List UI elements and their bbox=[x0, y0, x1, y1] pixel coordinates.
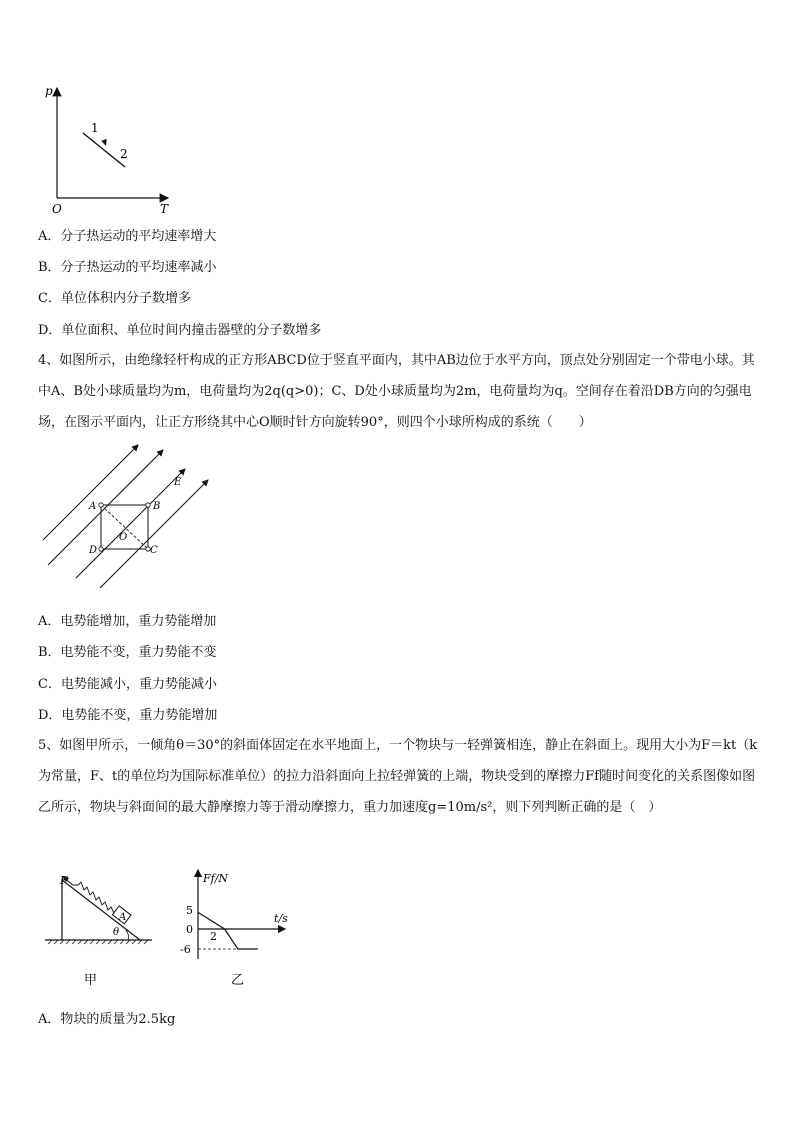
block-label: A bbox=[119, 912, 127, 923]
ball-d bbox=[99, 547, 103, 551]
spring bbox=[73, 882, 118, 915]
force-label: F bbox=[60, 874, 68, 887]
ball-b bbox=[146, 503, 150, 507]
q4-option-b: B．电势能不变，重力势能不变 bbox=[38, 645, 217, 660]
ff-tick-5: 5 bbox=[186, 904, 193, 917]
caption-yi: 乙 bbox=[231, 973, 245, 988]
pt-origin: O bbox=[52, 202, 62, 215]
q4-option-a: A．电势能增加，重力势能增加 bbox=[38, 614, 217, 629]
q5-option-a: A．物块的质量为2.5kg bbox=[38, 1012, 176, 1027]
ff-tick-neg6: -6 bbox=[180, 943, 191, 956]
q4-option-d: D．电势能不变，重力势能增加 bbox=[38, 708, 218, 723]
pt-process-arrow bbox=[101, 137, 110, 146]
label-c: C bbox=[150, 545, 158, 556]
ball-a bbox=[99, 503, 103, 507]
q3-option-d: D．单位面积、单位时间内撞击器壁的分子数增多 bbox=[38, 323, 322, 338]
q3-option-b: B．分子热运动的平均速率减小 bbox=[38, 260, 217, 275]
ff-series-line bbox=[198, 912, 258, 949]
pt-state-2: 2 bbox=[120, 147, 128, 161]
incline bbox=[62, 880, 140, 940]
ff-x-label: t/s bbox=[274, 912, 288, 925]
pt-process-line bbox=[83, 133, 125, 167]
angle-label: θ bbox=[113, 927, 120, 938]
q4-stem: 4、如图所示，由绝缘轻杆构成的正方形ABCD位于竖直平面内，其中AB边位于水平方向，顶点处分别固定一个带电小球。其中A、B处小球质量均为m，电荷量均为2q(q>0)；C、D处小球质量均为2m，电荷量均为q。空间存在着沿DB方向的匀强电场，在图示平面内，让正方形绕其中心O顺时针方向旋转90°，则四个小球所构成的系统（ ） bbox=[38, 353, 755, 430]
pt-state-1: 1 bbox=[91, 121, 99, 135]
ff-tick-0: 0 bbox=[186, 923, 193, 936]
label-e: E bbox=[174, 477, 182, 488]
incline-figure bbox=[40, 865, 160, 990]
q4-option-c: C．电势能减小，重力势能减小 bbox=[38, 677, 217, 692]
friction-graph bbox=[175, 862, 315, 990]
pt-graph bbox=[40, 80, 180, 215]
q3-option-c: C．单位体积内分子数增多 bbox=[38, 291, 191, 306]
square-field-figure bbox=[38, 440, 228, 600]
label-o: O bbox=[119, 532, 128, 543]
label-b: B bbox=[153, 501, 161, 512]
pt-x-label: T bbox=[160, 202, 169, 215]
pt-y-label: p bbox=[45, 84, 53, 98]
ff-y-label: Ff/N bbox=[203, 872, 229, 885]
field-lines bbox=[43, 445, 208, 588]
label-d: D bbox=[89, 545, 98, 556]
caption-jia: 甲 bbox=[84, 973, 98, 988]
q3-option-a: A．分子热运动的平均速率增大 bbox=[38, 229, 217, 244]
ff-tick-2: 2 bbox=[210, 930, 217, 943]
q5-stem: 5、如图甲所示，一倾角θ＝30°的斜面体固定在水平地面上，一个物块与一轻弹簧相连，静止在斜面上。现用大小为F＝kt（k为常量，F、t的单位均为国际标准单位）的拉力沿斜面向上拉轻弹簧的上端，物块受到的摩擦力Ff随时间变化的关系图像如图乙所示，物块与斜面间的最大静摩擦力等于滑动摩擦力，重力加速度g=10m/s²，则下列判断正确的是（ ） bbox=[38, 738, 758, 815]
label-a: A bbox=[89, 501, 97, 512]
